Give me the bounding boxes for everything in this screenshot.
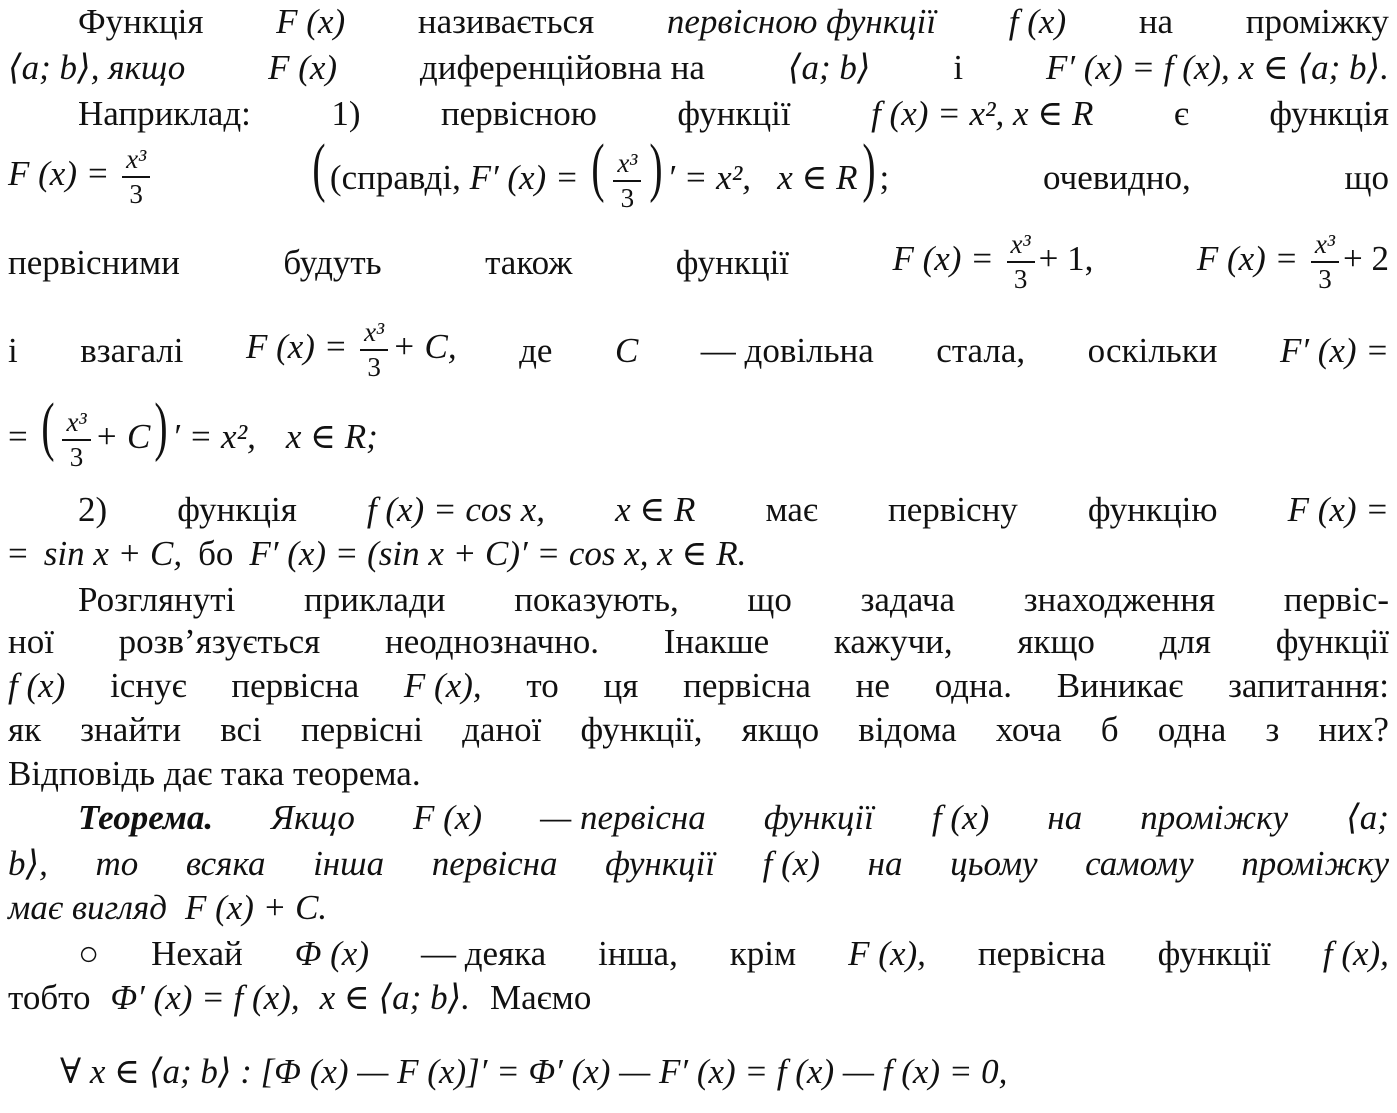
word: приклади: [304, 580, 446, 619]
word: Розглянуті: [78, 580, 236, 619]
text-line: [8, 50, 1389, 85]
word: інша: [313, 844, 385, 883]
fraction: [122, 146, 150, 208]
word: бо: [198, 534, 234, 573]
formula: Φ′ (x) = f (x),: [110, 978, 300, 1017]
word: первісна: [231, 666, 360, 705]
numerator: x³: [1007, 231, 1035, 263]
word: Якщо: [271, 798, 355, 837]
formula: x ∈ R: [777, 158, 858, 198]
word: диференційовна на: [419, 48, 705, 87]
formula-lhs: F (x) =: [892, 239, 994, 279]
formula-lhs: F (x) =: [245, 327, 348, 367]
word: — деяка: [420, 934, 547, 973]
word: має вигляд: [8, 888, 167, 927]
text-line: [78, 936, 1389, 971]
word: функція: [177, 490, 297, 529]
paren-close: ): [649, 131, 663, 205]
text-line: [8, 712, 1389, 747]
formula-lhs: F′ (x) =: [469, 158, 579, 198]
word: первіс-: [1283, 580, 1389, 619]
word: проміжку: [1245, 2, 1389, 41]
word: має: [765, 490, 818, 529]
denominator: 3: [69, 441, 84, 472]
formula: Φ (x): [294, 934, 369, 973]
numerator: x³: [1311, 231, 1339, 263]
word: на: [1138, 2, 1174, 41]
formula-rhs: ′ = x²,: [172, 417, 256, 457]
formula: f (x) = x², x ∈ R: [871, 94, 1094, 133]
word: відома: [858, 710, 957, 749]
word: (справді,: [329, 158, 461, 198]
formula: x ∈ ⟨a; b⟩.: [319, 978, 470, 1017]
word: функції: [605, 844, 716, 883]
word: самому: [1085, 844, 1194, 883]
paren-open: (: [591, 131, 605, 205]
denominator: 3: [1318, 264, 1332, 294]
word: всяка: [185, 844, 266, 883]
equals-sign: =: [8, 417, 28, 457]
word: функції: [677, 94, 791, 133]
formula: f (x),: [1322, 934, 1389, 973]
word: хоча: [995, 710, 1062, 749]
numerator: x³: [62, 409, 90, 441]
word: функції: [763, 798, 874, 837]
punctuation: ;: [879, 158, 890, 198]
word: кажучи,: [833, 622, 953, 661]
word: де: [519, 330, 553, 370]
formula: sin x + C,: [43, 534, 183, 573]
word: Функція: [78, 2, 204, 41]
word: первісна: [977, 934, 1106, 973]
formula: ∀ x ∈ ⟨a; b⟩ : [Φ (x) — F (x)]′ = Φ′ (x) — F′ (x) = f (x) — f (x) = 0,: [60, 1052, 1008, 1091]
word: первісну: [888, 490, 1018, 529]
formula: F (x): [276, 2, 346, 41]
formula: [246, 319, 457, 381]
word: то: [526, 666, 559, 705]
text-line: [78, 582, 1389, 617]
formula: f (x): [931, 798, 990, 837]
formula: F′ (x) = (sin x + C)′ = cos x, x ∈ R.: [249, 534, 747, 573]
word: є: [1173, 94, 1189, 133]
word: Наприклад:: [78, 94, 251, 133]
formula: F (x) + C.: [184, 888, 328, 927]
sentence: Відповідь дає така теорема.: [8, 754, 421, 793]
word: проміжку: [1241, 844, 1389, 883]
formula-term: + C: [94, 417, 151, 457]
word: показують,: [514, 580, 679, 619]
word: не: [855, 666, 890, 705]
formula: F (x),: [848, 934, 926, 973]
text-line: [8, 536, 1389, 571]
equals-sign: =: [8, 534, 28, 573]
formula-lhs: F (x) =: [8, 154, 110, 194]
text-line: [8, 229, 1389, 294]
word: також: [485, 242, 573, 282]
word: неоднозначно.: [384, 622, 600, 661]
word: задача: [860, 580, 956, 619]
text-line: [8, 131, 1389, 213]
word: тобто: [8, 978, 91, 1017]
word: з: [1265, 710, 1280, 749]
word: — довільна: [700, 330, 874, 370]
formula-rhs: + 1,: [1038, 239, 1094, 279]
denominator: 3: [1013, 264, 1028, 294]
formula: F′ (x) =: [1279, 330, 1389, 370]
word: функцію: [1087, 490, 1218, 529]
theorem-line: [78, 800, 1389, 835]
word: знаходження: [1023, 580, 1216, 619]
word: існує: [110, 666, 187, 705]
word: і: [8, 330, 18, 370]
word: первісними: [8, 242, 180, 282]
word: функції: [675, 242, 790, 282]
fraction: [1311, 231, 1339, 293]
paren-open: (: [40, 390, 55, 464]
text-line: [8, 980, 1389, 1015]
formula: x ∈ R;: [285, 416, 378, 456]
numerator: x³: [360, 319, 388, 351]
text-line: [8, 756, 1389, 791]
fraction: [1007, 231, 1035, 293]
theorem-label: Теорема.: [78, 798, 214, 837]
word: первісні: [300, 710, 423, 749]
word: первісна: [683, 666, 811, 705]
word: називається: [417, 2, 595, 41]
word: оскільки: [1087, 330, 1218, 370]
word: Маємо: [490, 978, 592, 1017]
formula: f (x): [762, 844, 820, 883]
list-marker: 1): [331, 94, 361, 133]
formula: F (x) =: [1287, 490, 1389, 529]
word: ної: [8, 622, 54, 661]
word: всі: [220, 710, 262, 749]
formula: f (x): [1008, 2, 1067, 41]
formula: F (x): [413, 798, 482, 837]
theorem-line: [8, 890, 1389, 925]
word: одна.: [934, 666, 1013, 705]
theorem-line: [8, 846, 1389, 881]
formula-lhs: F (x) =: [1196, 239, 1299, 279]
word: запитання:: [1228, 666, 1389, 705]
text-line: [8, 317, 1389, 382]
word: то: [95, 844, 139, 883]
formula: [8, 390, 256, 472]
word: що: [1344, 157, 1389, 197]
word: функції: [1275, 622, 1389, 661]
emphasis-term: первісною функції: [666, 2, 937, 41]
formula-rhs: + 2: [1343, 239, 1389, 279]
word: якщо: [741, 710, 820, 749]
denominator: 3: [367, 352, 381, 382]
fraction: [360, 319, 388, 381]
text-line: [78, 4, 1389, 39]
denominator: 3: [620, 182, 635, 213]
paren-open: (: [312, 131, 326, 205]
word: функції,: [580, 710, 703, 749]
word: якщо: [1017, 622, 1095, 661]
word: функції: [1157, 934, 1271, 973]
word: цьому: [950, 844, 1038, 883]
word: них?: [1318, 710, 1389, 749]
text-line: [8, 668, 1389, 703]
interval: ⟨a; b⟩, якщо: [8, 48, 186, 87]
word: очевидно,: [1043, 157, 1191, 197]
formula: f (x) = cos x,: [366, 490, 546, 529]
interval: ⟨a;: [1346, 798, 1389, 837]
variable: C: [614, 330, 639, 370]
formula: x ∈ R: [615, 490, 696, 529]
word: даної: [462, 710, 542, 749]
word: знайти: [80, 710, 182, 749]
formula: [308, 131, 890, 213]
fraction: [62, 406, 90, 472]
word: взагалі: [80, 330, 184, 370]
proof-start-marker: ○: [78, 934, 100, 973]
word: Нехай: [151, 934, 243, 973]
word: функція: [1269, 94, 1389, 133]
list-marker: 2): [78, 490, 108, 529]
formula: F′ (x) = f (x), x ∈ ⟨a; b⟩.: [1045, 48, 1389, 87]
word: проміжку: [1140, 798, 1288, 837]
word: як: [8, 710, 42, 749]
denominator: 3: [129, 179, 143, 209]
interval: ⟨a; b⟩: [787, 48, 871, 87]
interval: b⟩,: [8, 844, 48, 883]
fraction: [613, 147, 641, 213]
word: первісною: [440, 94, 597, 133]
word: будуть: [283, 242, 382, 282]
word: на: [1047, 798, 1083, 837]
formula: F (x),: [403, 666, 482, 705]
paren-close: ): [861, 131, 876, 205]
display-equation: [60, 1054, 1360, 1089]
formula-rhs: + C,: [392, 327, 457, 367]
numerator: x³: [122, 146, 150, 178]
formula: F (x): [268, 48, 338, 87]
word: крім: [729, 934, 797, 973]
word: на: [867, 844, 903, 883]
formula: [1197, 231, 1389, 293]
formula: [892, 231, 1093, 293]
numerator: x³: [613, 150, 641, 182]
formula: [8, 146, 154, 208]
paren-close: ): [154, 390, 168, 464]
word: Інакше: [663, 622, 770, 661]
text-line: [78, 96, 1389, 131]
formula: f (x): [8, 666, 66, 705]
word: розв’язується: [118, 622, 321, 661]
word: інша,: [598, 934, 678, 973]
word: і: [953, 48, 964, 87]
formula-rhs: ′ = x²,: [667, 158, 751, 198]
word: стала,: [936, 330, 1026, 370]
text-line: [78, 492, 1389, 527]
word: — первісна: [540, 798, 706, 837]
text-line: [8, 390, 1389, 472]
word: ця: [603, 666, 639, 705]
word: для: [1159, 622, 1212, 661]
word: що: [747, 580, 792, 619]
word: первісна: [431, 844, 558, 883]
word: б: [1100, 710, 1119, 749]
word: Виникає: [1056, 666, 1184, 705]
word: одна: [1157, 710, 1227, 749]
text-line: [8, 624, 1389, 659]
